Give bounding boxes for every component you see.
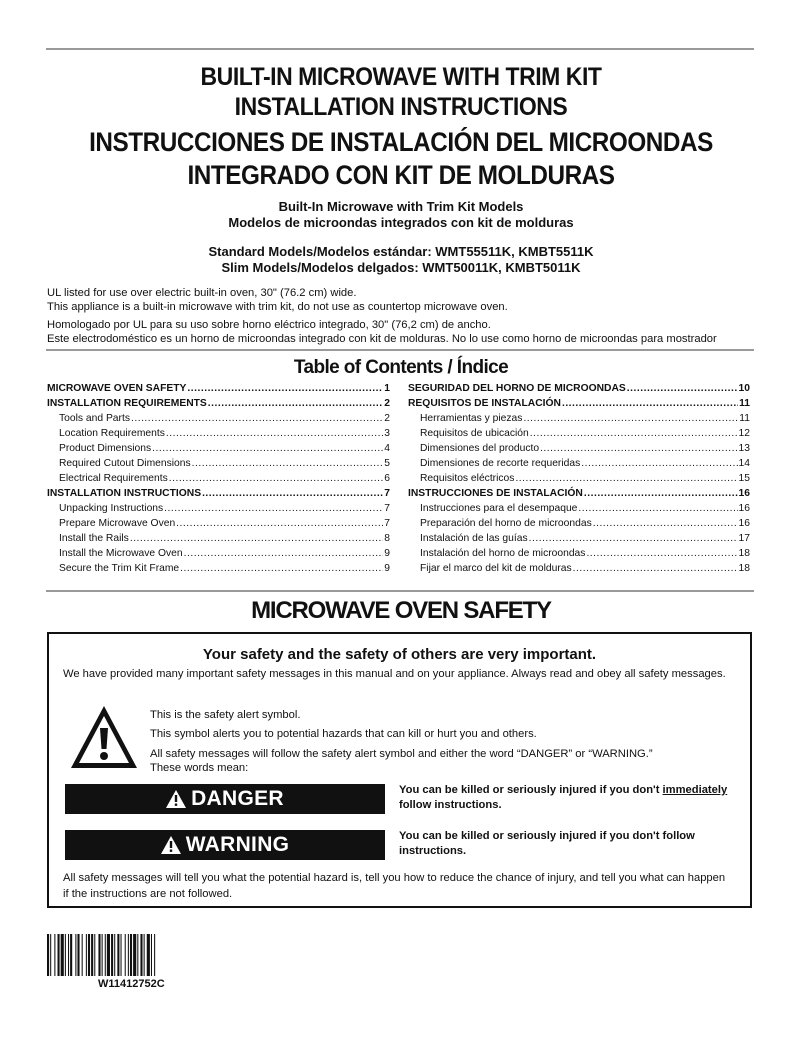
toc-leader-dots [164,501,383,516]
barcode-bar [65,934,66,976]
toc-entry-page: 9 [384,563,390,574]
barcode-bar [107,934,110,976]
toc-right-entry[interactable] [408,381,750,396]
standard-models: Standard Models/Modelos estándar: WMT55511K, KMBT5511K [208,244,594,259]
toc-entry-page: 11 [739,413,750,424]
barcode-bar [77,934,79,976]
barcode-bar [47,934,49,976]
barcode-bar [91,934,93,976]
alert-line-4: These words mean: [150,762,249,774]
toc-entry-label: Electrical Requirements [59,473,168,484]
toc-leader-dots [184,546,384,561]
toc-leader-dots [202,486,383,501]
toc-leader-dots [131,411,383,426]
barcode-bar [151,934,152,976]
barcode-bar [114,934,115,976]
toc-entry-label: Prepare Microwave Oven [59,518,176,529]
toc-left-entry[interactable] [47,441,390,456]
barcode-bar [154,934,155,976]
toc-entry-page: 4 [384,443,390,454]
toc-entry-label: Fijar el marco del kit de molduras [420,563,572,574]
toc-leader-dots [523,411,738,426]
toc-entry-label: Required Cutout Dimensions [59,458,191,469]
toc-entry-page: 11 [739,398,750,409]
barcode-bar [125,934,126,976]
toc-entry-label: Location Requirements [59,428,165,439]
toc-entry-label: Product Dimensions [59,443,152,454]
barcode-bar [58,934,60,976]
barcode-bar [54,934,55,976]
toc-leader-dots [169,471,384,486]
toc-heading: Table of Contents / Índice [293,357,509,378]
toc-entry-page: 14 [738,458,750,469]
toc-entry-page: 9 [384,548,390,559]
toc-leader-dots [529,531,738,546]
barcode-bar [117,934,119,976]
safety-closing: All safety messages will tell you what the potential hazard is, tell you how to reduce the chance of injury, and tell you what can happen if the instructions are not followed. [63,872,726,900]
toc-left-entry[interactable] [47,381,390,396]
barcode-graphic [47,934,231,976]
toc-right-entry[interactable] [408,411,750,426]
barcode-bar [144,934,145,976]
toc-entry-label: Secure the Trim Kit Frame [59,563,180,574]
safety-box [47,632,752,908]
toc-right-entry[interactable] [408,471,750,486]
toc-leader-dots [578,501,737,516]
safety-rule [46,590,754,592]
toc-entry-label: REQUISITOS DE INSTALACIÓN [408,398,561,409]
safety-intro: We have provided many important safety messages in this manual and on your appliance. Always read and obey all safety messages. [63,668,726,680]
danger-text-pre: You can be killed or seriously injured if you don't [399,784,663,796]
barcode-bar [140,934,142,976]
toc-entry-label: INSTALLATION INSTRUCTIONS [47,488,202,499]
warning-word: WARNING [185,833,290,856]
barcode-bar [82,934,83,976]
toc-entry-page: 1 [384,383,390,394]
toc-left-entry[interactable] [47,426,390,441]
danger-text-emph: immediately [662,784,728,796]
barcode-bar [133,934,136,976]
warning-alert-icon [161,836,181,854]
barcode-bar [105,934,106,976]
toc-rule [46,349,754,351]
danger-label [65,784,385,814]
barcode-bar [75,934,76,976]
toc-right-entry[interactable] [408,546,750,561]
barcode-bar [50,934,51,976]
toc-left-entry[interactable] [47,396,390,411]
toc-entry-page: 5 [384,458,390,469]
toc-left-entry[interactable] [47,546,390,561]
toc-entry-page: 17 [738,533,750,544]
warning-text: You can be killed or seriously injured if you don't follow instructions. [399,830,695,857]
toc-entry-page: 7 [384,503,390,514]
toc-right-entry[interactable] [408,501,750,516]
barcode-bar [128,934,129,976]
toc-entry-label: Requisitos eléctricos [420,473,515,484]
toc-leader-dots [515,471,737,486]
toc-entry-label: Instrucciones para el desempaque [420,503,578,514]
toc-right-entry[interactable] [408,396,750,411]
title-es-line1: INSTRUCCIONES DE INSTALACIÓN DEL MICROONDAS [89,127,713,157]
models-heading-es: Modelos de microondas integrados con kit de molduras [228,215,574,230]
toc-entry-page: 10 [738,383,750,394]
toc-right-entry[interactable] [408,456,750,471]
toc-right-entry[interactable] [408,441,750,456]
toc-entry-label: Instalación del horno de microondas [420,548,586,559]
alert-line-3: All safety messages will follow the safety alert symbol and either the word “DANGER” or “WARNING.” [150,748,653,760]
slim-models: Slim Models/Modelos delgados: WMT50011K, KMBT5011K [221,260,581,275]
barcode-bar [94,934,95,976]
toc-leader-dots [166,426,383,441]
barcode-bar [88,934,90,976]
barcode-bar [102,934,103,976]
title-en-line2: INSTALLATION INSTRUCTIONS [234,93,568,121]
toc-entry-label: INSTRUCCIONES DE INSTALACIÓN [408,488,583,499]
toc-entry-page: 8 [384,533,390,544]
toc-left-column [47,381,390,576]
toc-entry-page: 13 [738,443,750,454]
intro-en-2: This appliance is a built-in microwave with trim kit, do not use as countertop microwave oven. [47,301,508,313]
toc-entry-label: Dimensiones de recorte requeridas [420,458,581,469]
toc-entry-label: INSTALLATION REQUIREMENTS [47,398,207,409]
toc-leader-dots [152,441,383,456]
barcode-bar [111,934,113,976]
safety-box-heading: Your safety and the safety of others are very important. [202,646,597,663]
toc-left-entry[interactable] [47,516,390,531]
toc-leader-dots [187,381,383,396]
danger-text-post: follow instructions. [399,799,502,811]
toc-leader-dots [586,546,737,561]
toc-entry-page: 6 [384,473,390,484]
toc-right-entry[interactable] [408,531,750,546]
alert-line-2: This symbol alerts you to potential hazards that can kill or hurt you and others. [150,728,537,740]
toc-leader-dots [530,426,738,441]
toc-entry-label: SEGURIDAD DEL HORNO DE MICROONDAS [408,383,626,394]
safety-heading: MICROWAVE OVEN SAFETY [251,597,551,624]
toc-leader-dots [130,531,383,546]
toc-entry-label: Instalación de las guías [420,533,528,544]
toc-leader-dots [573,561,738,576]
toc-left-entry[interactable] [47,486,390,501]
toc-leader-dots [208,396,383,411]
toc-leader-dots [540,441,737,456]
toc-leader-dots [627,381,738,396]
toc-entry-label: Preparación del horno de microondas [420,518,592,529]
toc-entry-label: Requisitos de ubicación [420,428,529,439]
danger-alert-icon [166,790,186,808]
toc-entry-label: Install the Microwave Oven [59,548,183,559]
alert-line-1: This is the safety alert symbol. [150,709,301,721]
toc-left-entry[interactable] [47,501,390,516]
intro-es-2: Este electrodoméstico es un horno de microondas integrado con kit de molduras. No lo use como horno de microondas para mostrador [47,333,717,345]
toc-right-entry[interactable] [408,486,750,501]
toc-leader-dots [192,456,384,471]
danger-text [399,783,749,813]
toc-entry-page: 18 [738,563,750,574]
toc-leader-dots [593,516,738,531]
toc-entry-page: 2 [384,413,390,424]
intro-en-1: UL listed for use over electric built-in oven, 30" (76.2 cm) wide. [47,287,357,299]
toc-right-entry[interactable] [408,561,750,576]
toc-entry-page: 15 [738,473,750,484]
toc-left-entry[interactable] [47,531,390,546]
barcode-bar [130,934,132,976]
toc-leader-dots [581,456,737,471]
toc-entry-page: 16 [738,518,750,529]
toc-entry-page: 7 [384,488,390,499]
barcode-bar [70,934,72,976]
toc-left-entry[interactable] [47,471,390,486]
toc-entry-page: 3 [384,428,390,439]
toc-leader-dots [180,561,383,576]
barcode-bar [61,934,64,976]
barcode-bar [137,934,138,976]
toc-entry-page: 12 [738,428,750,439]
toc-entry-label: Herramientas y piezas [420,413,523,424]
toc-right-entry[interactable] [408,516,750,531]
barcode-bar [68,934,69,976]
toc-entry-label: Tools and Parts [59,413,130,424]
toc-entry-label: MICROWAVE OVEN SAFETY [47,383,187,394]
safety-alert-icon [69,704,139,770]
barcode-bar [98,934,100,976]
toc-entry-page: 18 [738,548,750,559]
toc-entry-label: Dimensiones del producto [420,443,540,454]
toc-leader-dots [176,516,383,531]
top-rule [46,48,754,50]
warning-label [65,830,385,860]
intro-es-1: Homologado por UL para su uso sobre horno eléctrico integrado, 30" (76,2 cm) de ancho. [47,319,491,331]
toc-entry-page: 2 [384,398,390,409]
title-es-line2: INTEGRADO CON KIT DE MOLDURAS [187,160,615,190]
barcode-number: W11412752C [98,978,165,990]
barcode-bar [86,934,87,976]
danger-word: DANGER [191,787,284,810]
toc-right-column [408,381,750,576]
toc-entry-label: Install the Rails [59,533,129,544]
toc-left-entry[interactable] [47,561,390,576]
alert-lines [150,706,740,775]
models-heading-en: Built-In Microwave with Trim Kit Models [278,199,524,214]
barcode-bar [147,934,150,976]
toc-leader-dots [562,396,738,411]
toc-entry-page: 7 [384,518,390,529]
toc-left-entry[interactable] [47,456,390,471]
toc-leader-dots [584,486,738,501]
title-en-line1: BUILT-IN MICROWAVE WITH TRIM KIT [200,63,602,91]
toc-entry-page: 16 [738,488,750,499]
barcode-bar [121,934,122,976]
toc-right-entry[interactable] [408,426,750,441]
toc-entry-page: 16 [738,503,750,514]
toc-left-entry[interactable] [47,411,390,426]
toc-entry-label: Unpacking Instructions [59,503,164,514]
